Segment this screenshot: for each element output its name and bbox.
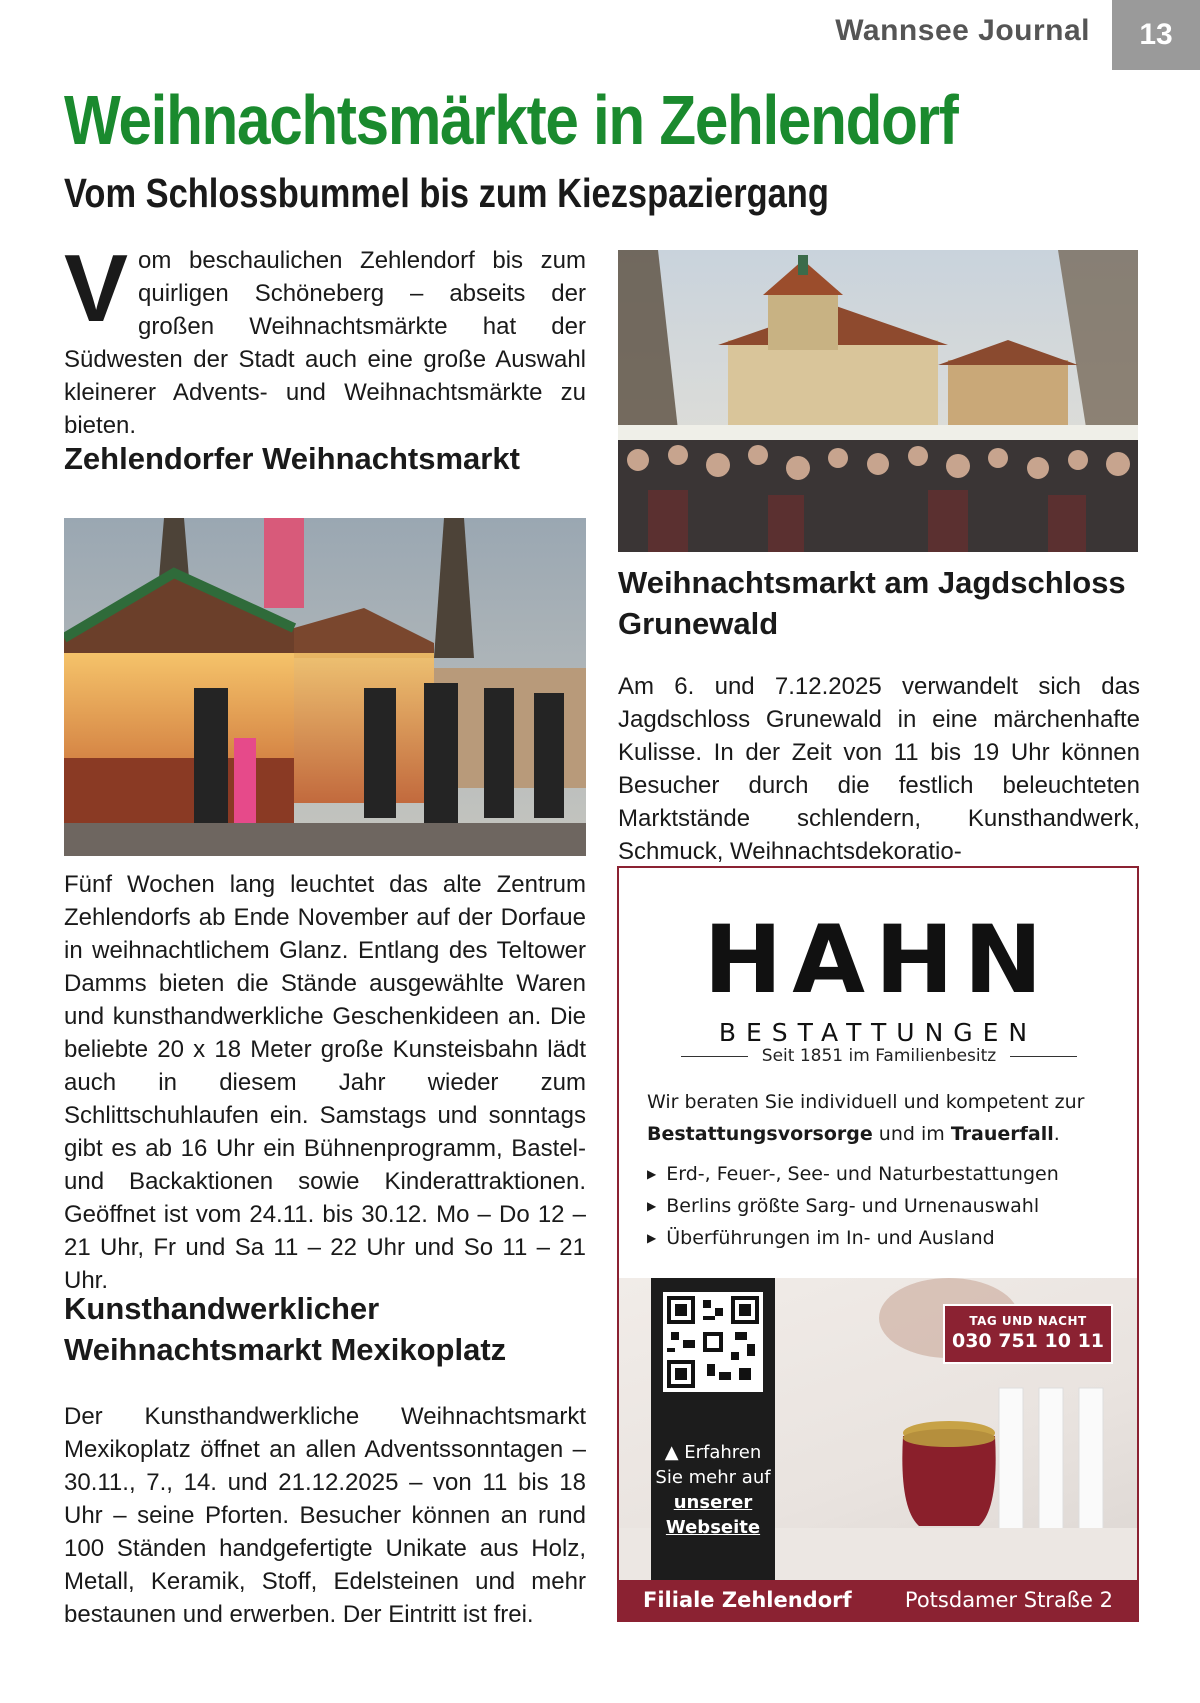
- market-stalls-photo: [64, 518, 586, 856]
- hahn-advertisement: [617, 866, 1139, 1622]
- bullet-triangle-icon: ▶: [647, 1199, 657, 1213]
- intro-mid: und im: [872, 1123, 951, 1145]
- article-title: Weihnachtsmärkte in Zehlendorf: [64, 81, 958, 159]
- services-list: [647, 1158, 1107, 1254]
- hahn-logo: HAHN: [703, 906, 1053, 1015]
- section-heading-jagdschloss: Weihnachtsmarkt am Jagdschloss Grunewald: [618, 565, 1126, 641]
- list-item: [647, 1158, 1107, 1190]
- qr-code[interactable]: [663, 1292, 763, 1392]
- section-heading-zehlendorf: Zehlendorfer Weihnachtsmarkt: [64, 441, 520, 476]
- bullet-triangle-icon: ▶: [647, 1231, 657, 1245]
- phone-number[interactable]: 030 751 10 11: [951, 1330, 1105, 1352]
- qr-caption-text: ▲ Erfahren Sie mehr auf: [655, 1442, 771, 1488]
- intro-paragraph: [64, 235, 586, 442]
- intro-end: .: [1053, 1123, 1060, 1145]
- ad-intro-text: [647, 1086, 1107, 1150]
- intro-bold-trauerfall: Trauerfall: [950, 1123, 1054, 1145]
- article-subtitle: Vom Schlossbummel bis zum Kiezspaziergang: [64, 170, 829, 216]
- branch-address: Potsdamer Straße 2: [904, 1588, 1113, 1612]
- phone-badge[interactable]: [943, 1304, 1113, 1364]
- journal-name: Wannsee Journal: [835, 14, 1090, 47]
- hahn-logo-subtitle: BESTATTUNGEN: [718, 1018, 1038, 1047]
- phone-badge-label: TAG UND NACHT: [969, 1314, 1087, 1328]
- list-item: [647, 1222, 1107, 1254]
- section-body-jagdschloss: Am 6. und 7.12.2025 verwandelt sich das Jagdschloss Grunewald in eine märchenhafte Kulisse. In der Zeit von 11 bis 19 Uhr können Besucher durch die festlich beleuchteten Marktstände schlendern, Kunsthandwerk, Schmuck, Weihnachtsdekoratio-: [618, 673, 1140, 865]
- since-text: Seit 1851 im Familienbesitz: [761, 1046, 997, 1066]
- page-number: 13: [1112, 0, 1200, 70]
- intro-text: om beschaulichen Zehlendorf bis zum quirligen Schöneberg – abseits der großen Weihnachtsmärkte hat der Südwesten der Stadt auch eine große Auswahl kleinerer Advents- und Weihnachtsmärkte zu bieten.: [64, 247, 586, 439]
- service-label: Überführungen im In- und Ausland: [666, 1227, 995, 1249]
- divider: [1010, 1056, 1077, 1057]
- divider: [681, 1056, 748, 1057]
- jagdschloss-photo: [618, 250, 1138, 552]
- service-label: Berlins größte Sarg- und Urnenauswahl: [666, 1195, 1040, 1217]
- bullet-triangle-icon: ▶: [647, 1167, 657, 1181]
- qr-caption[interactable]: [651, 1440, 775, 1540]
- qr-panel[interactable]: [651, 1278, 775, 1580]
- drop-cap: V: [64, 235, 129, 342]
- service-label: Erd-, Feuer-, See- und Naturbestattungen: [666, 1163, 1059, 1185]
- intro-plain: Wir beraten Sie individuell und kompetent zur: [647, 1091, 1085, 1113]
- ad-footer: [619, 1580, 1137, 1620]
- since-row: [681, 1046, 1077, 1066]
- urn-photo: [619, 1278, 1137, 1580]
- branch-name: Filiale Zehlendorf: [643, 1588, 852, 1612]
- intro-bold-vorsorge: Bestattungsvorsorge: [647, 1123, 873, 1145]
- website-link[interactable]: unserer Webseite: [665, 1492, 761, 1538]
- section-body-zehlendorf: Fünf Wochen lang leuchtet das alte Zentrum Zehlendorfs ab Ende November auf der Dorfaue in weihnachtlichem Glanz. Entlang des Teltower Damms bieten die Stände ausgewählte Waren und kunsthandwerkliche Geschenkideen an. Die beliebte 20 x 18 Meter große Kunsteisbahn lädt auch in diesem Jahr wieder zum Schlittschuhlaufen ein. Samstags und sonntags gibt es ab 16 Uhr ein Bühnenprogramm, Bastel- und Backaktionen sowie Kinderattraktionen. Geöffnet ist vom 24.11. bis 30.12. Mo – Do 12 – 21 Uhr, Fr und Sa 11 – 22 Uhr und So 11 – 21 Uhr.: [64, 871, 586, 1294]
- list-item: [647, 1190, 1107, 1222]
- section-heading-mexikoplatz: Kunsthandwerklicher Weihnachtsmarkt Mexikoplatz: [64, 1291, 507, 1367]
- section-body-mexikoplatz: Der Kunsthandwerkliche Weihnachtsmarkt Mexikoplatz öffnet an allen Adventssonntagen – 30.11., 7., 14. und 21.12.2025 – von 11 bis 18 Uhr – seine Pforten. Besucher können an rund 100 Ständen handgefertigte Unikate aus Holz, Metall, Keramik, Stoff, Edelsteinen und mehr bestaunen und erwerben. Der Eintritt ist frei.: [64, 1403, 586, 1628]
